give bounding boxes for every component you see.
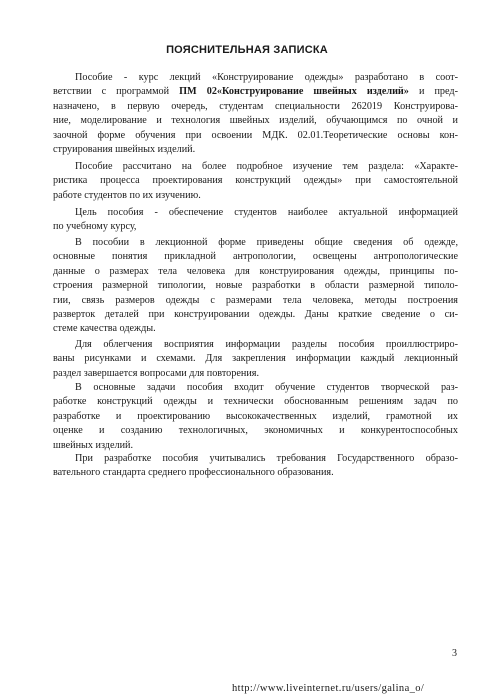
paragraph-3 — [53, 206, 458, 235]
watermark-url: http://www.liveinternet.ru/users/galina_o/ — [232, 683, 425, 694]
text-line: При разработке пособия учитывались требования Государственного образо- — [75, 453, 458, 464]
text-line: работе студентов по их изучению. — [53, 189, 201, 201]
text-line: оценке и созданию технологичных, экономичных и конкурентоспособных — [53, 425, 458, 437]
program-name: ПМ 02«Конструирование швейных изделий» — [179, 86, 409, 98]
text-line: работке конструкций одежды и технически обоснованным решениям задач по — [53, 396, 458, 408]
paragraph-5 — [53, 338, 458, 381]
text-line: струирования швейных изделий. — [53, 144, 196, 156]
text-line: В пособии в лекционной форме приведены общие сведения об одежде, — [75, 237, 458, 248]
paragraph-1 — [53, 71, 458, 157]
text-line: разверток деталей при конструировании одежды. Даны краткие сведение о си- — [53, 309, 458, 321]
text-line: Пособие рассчитано на более подробное изучение тем раздела: «Характе- — [75, 161, 458, 172]
text-line: по учебному курсу, — [53, 221, 137, 233]
text-line: ветствии с программой ПМ 02«Конструирование швейных изделий» и пред- — [53, 86, 458, 98]
text-line: разработке и проектированию высококачественных изделий, грамотной их — [53, 410, 458, 422]
text-line: основные понятия прикладной антропологии, освещены антропологические — [53, 251, 458, 263]
text-line: ваны рисунками и схемами. Для закрепления информации каждый лекционный — [53, 353, 458, 365]
text-line: Для облегчения восприятия информации разделы пособия проиллюстриро- — [75, 339, 458, 350]
paragraph-2 — [53, 160, 458, 203]
text-line: стеме качества одежды. — [53, 323, 156, 335]
text-line: данные о размерах тела человека для конструирования одежды, принципы по- — [53, 265, 458, 277]
paragraph-6 — [53, 381, 458, 453]
text-line: гии, связь размеров одежды с размерами тела человека, методы построения — [53, 294, 458, 306]
text-line: ристика процесса проектирования конструкций одежды» при самостоятельной — [53, 175, 458, 187]
text-line: В основные задачи пособия входит обучение студентов творческой раз- — [75, 382, 458, 393]
text-line: раздел завершается вопросами для повторения. — [53, 367, 260, 379]
text-line: вательного стандарта среднего профессионального образования. — [53, 467, 334, 479]
text-line: ние, моделирование и технология швейных изделий, обучающимся по очной и — [53, 115, 458, 127]
page-title: ПОЯСНИТЕЛЬНАЯ ЗАПИСКА — [166, 44, 328, 56]
paragraph-4 — [53, 236, 458, 337]
text-line: Цель пособия - обеспечение студентов наиболее актуальной информацией — [75, 207, 458, 218]
page-number: 3 — [452, 648, 457, 659]
text-line: заочной форме обучения при освоении МДК. 02.01.Теоретические основы кон- — [53, 129, 458, 141]
paragraph-7 — [53, 452, 458, 481]
text-line: Пособие - курс лекций «Конструирование одежды» разработано в соот- — [75, 72, 458, 83]
text-line: назначено, в первую очередь, студентам специальности 262019 Конструирова- — [53, 100, 458, 112]
text-line: строения размерной типологии, новые разработки в области размерной типоло- — [53, 280, 458, 292]
text-line: швейных изделий. — [53, 439, 134, 451]
